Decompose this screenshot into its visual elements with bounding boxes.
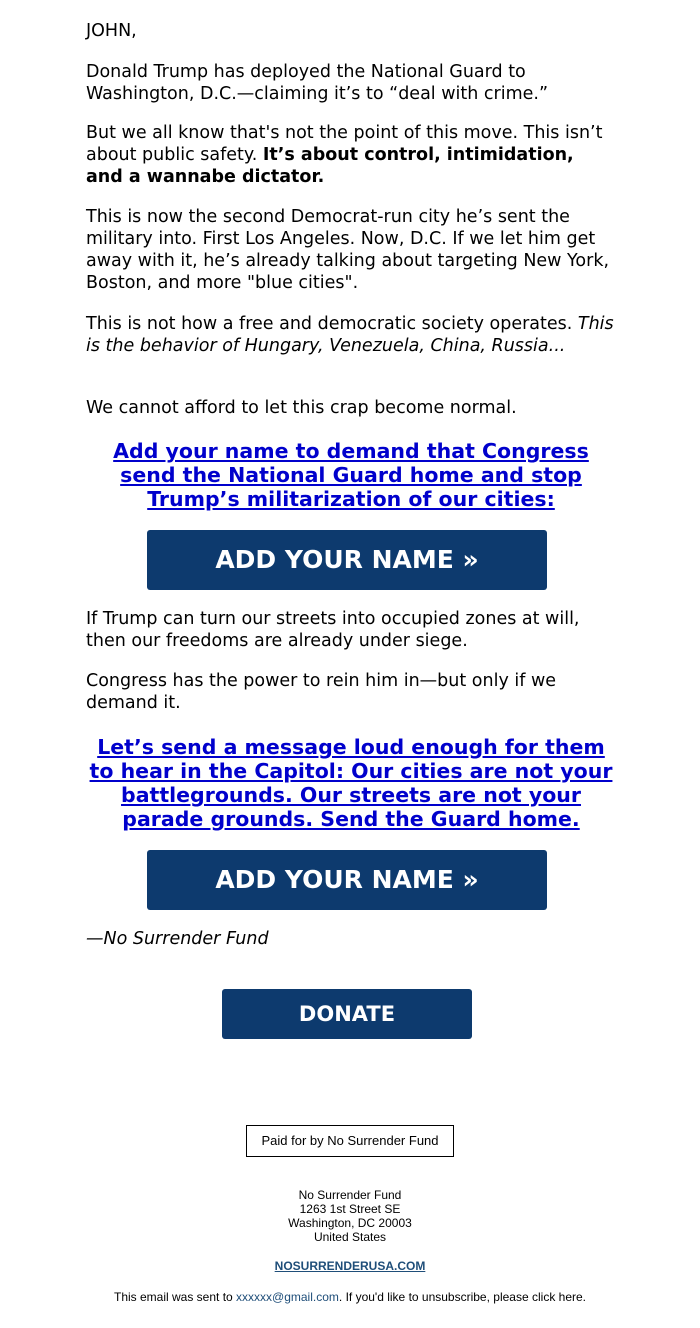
unsubscribe-notice <box>0 1290 700 1304</box>
paragraph-4 <box>86 313 616 357</box>
paragraph-2-bold: It’s about control, intimidation, and a wannabe dictator. <box>86 145 574 187</box>
address-city: Washington, DC 20003 <box>288 1216 412 1230</box>
paragraph-4-text: This is not how a free and democratic society operates. <box>86 314 578 334</box>
greeting: JOHN, <box>86 21 137 41</box>
sent-prefix: This email was sent to <box>113 1290 237 1304</box>
paragraph-4-italic: This is the behavior of Hungary, Venezuela, China, Russia... <box>86 314 614 356</box>
sent-suffix: . If you'd like to unsubscribe, please <box>338 1290 532 1304</box>
address-name: No Surrender Fund <box>298 1188 402 1202</box>
paragraph-1: Donald Trump has deployed the National Guard to Washington, D.C.—claiming it’s to “deal with crime.” <box>86 62 549 104</box>
website-link[interactable]: NOSURRENDERUSA.COM <box>274 1259 426 1273</box>
paragraph-5: We cannot afford to let this crap become normal. <box>86 398 517 418</box>
add-your-name-button-2[interactable]: ADD YOUR NAME » <box>147 850 547 910</box>
unsubscribe-link[interactable]: click here <box>531 1290 583 1304</box>
paragraph-3: This is now the second Democrat-run city he’s sent the military into. First Los Angeles. Now, D.C. If we let him get away with it, he’s already talking about targeting New York, Boston, and more "blue cities". <box>86 207 610 293</box>
address-country: United States <box>313 1230 387 1244</box>
paragraph-2-text: But we all know that's not the point of this move. This isn’t about public safety. <box>86 123 603 165</box>
paragraph-2 <box>86 122 616 188</box>
cta-link-add-name[interactable]: Add your name to demand that Congress send the National Guard home and stop Trump’s militarization of our cities: <box>113 439 589 511</box>
signature: —No Surrender Fund <box>86 929 269 949</box>
add-your-name-button-1[interactable]: ADD YOUR NAME » <box>147 530 547 590</box>
paid-for-box: Paid for by No Surrender Fund <box>246 1125 454 1157</box>
cta-link-send-message[interactable]: Let’s send a message loud enough for them to hear in the Capitol: Our cities are not your battlegrounds. Our streets are not your parade grounds. Send the Guard home. <box>89 735 613 831</box>
recipient-email-link[interactable]: xxxxxx@gmail.com <box>236 1290 339 1304</box>
address-street: 1263 1st Street SE <box>299 1202 401 1216</box>
sent-end: . <box>582 1290 587 1304</box>
donate-button[interactable]: DONATE <box>222 989 472 1039</box>
paragraph-6: If Trump can turn our streets into occupied zones at will, then our freedoms are already under siege. <box>86 609 580 651</box>
paragraph-7: Congress has the power to rein him in—but only if we demand it. <box>86 671 557 713</box>
